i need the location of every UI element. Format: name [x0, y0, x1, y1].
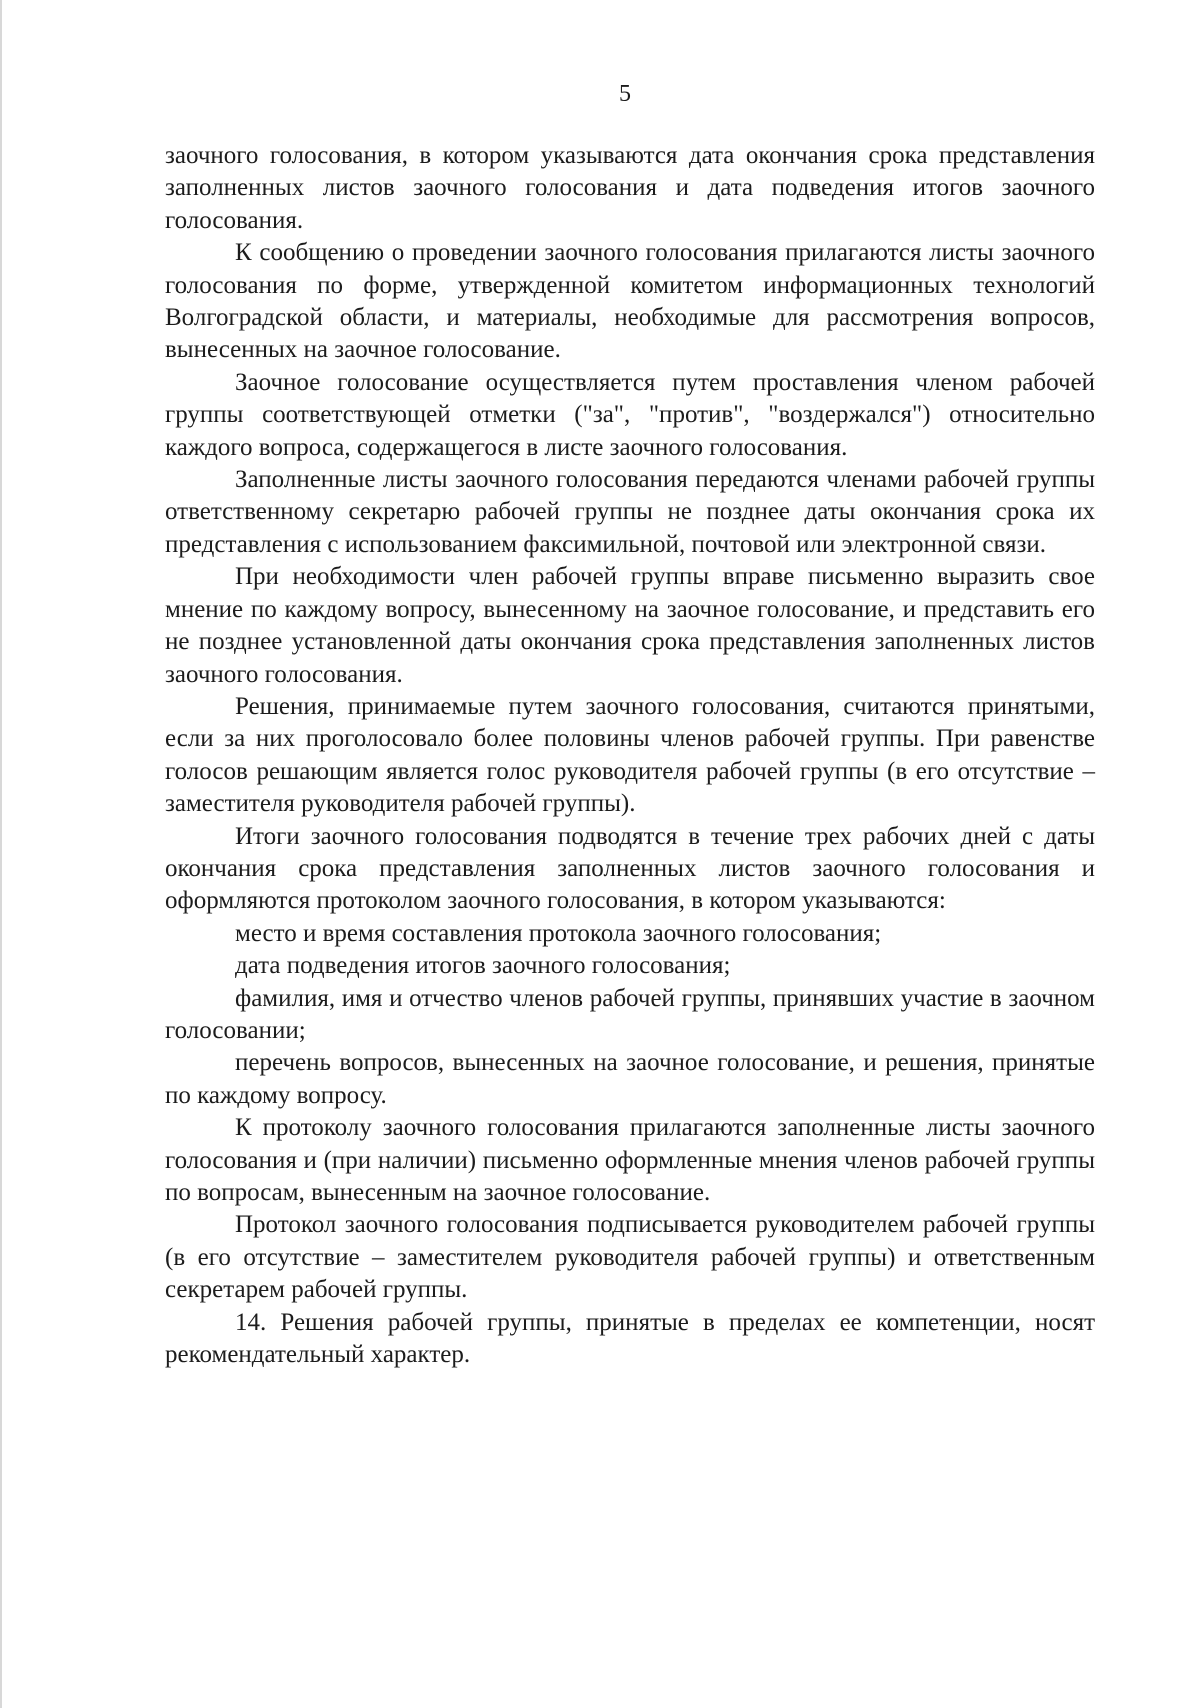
paragraph-voting-sheets: К сообщению о проведении заочного голосования прилагаются листы заочного голосования по форме, утвержденной комитетом информационных технологий Волгоградской области, и материалы, необходимые для рассмотрения вопросов, вынесенных на заочное голосование. — [165, 239, 1095, 364]
list-item: перечень вопросов, вынесенных на заочное голосование, и решения, принятые по каждому вопросу. — [165, 1049, 1095, 1109]
page-number: 5 — [619, 81, 631, 107]
paragraph-voting-results: Итоги заочного голосования подводятся в течение трех рабочих дней с даты окончания срока представления заполненных листов заочного голосования и оформляются протоколом заочного голосования, в котором указываются: — [165, 822, 1095, 915]
list-item: место и время составления протокола заочного голосования; — [235, 919, 882, 947]
paragraph-continuation: заочного голосования, в котором указываются дата окончания срока представления заполненных листов заочного голосования и дата подведения итогов заочного голосования. — [165, 142, 1095, 234]
list-item: дата подведения итогов заочного голосования; — [235, 952, 731, 980]
paragraph-sheet-submission: Заполненные листы заочного голосования передаются членами рабочей группы ответственному секретарю рабочей группы не позднее даты окончания срока их представления с использованием факсимильной, почтовой или электронной связи. — [165, 466, 1095, 558]
paragraph-protocol-attachments: К протоколу заочного голосования прилагаются заполненные листы заочного голосования и (при наличии) письменно оформленные мнения членов рабочей группы по вопросам, вынесенным на заочное голосование. — [165, 1114, 1095, 1206]
scan-edge — [0, 0, 2, 1708]
paragraph-protocol-signing: Протокол заочного голосования подписывается руководителем рабочей группы (в его отсутствие – заместителем руководителя рабочей группы) и ответственным секретарем рабочей группы. — [165, 1211, 1095, 1304]
list-item: фамилия, имя и отчество членов рабочей группы, принявших участие в заочном голосовании; — [165, 984, 1095, 1044]
document-body — [165, 140, 1095, 1371]
paragraph-item-14: 14. Решения рабочей группы, принятые в пределах ее компетенции, носят рекомендательный характер. — [165, 1308, 1095, 1369]
paragraph-voting-procedure: Заочное голосование осуществляется путем проставления членом рабочей группы соответствующей отметки ("за", "против", "воздержался") относительно каждого вопроса, содержащегося в листе заочного голосования. — [165, 368, 1095, 461]
paragraph-decision-rules: Решения, принимаемые путем заочного голосования, считаются принятыми, если за них проголосовало более половины членов рабочей группы. При равенстве голосов решающим является голос руководителя рабочей группы (в его отсутствие – заместителя руководителя рабочей группы). — [165, 692, 1095, 818]
paragraph-written-opinion: При необходимости член рабочей группы вправе письменно выразить свое мнение по каждому вопросу, вынесенному на заочное голосование, и представить его не позднее установленной даты окончания срока представления заполненных листов заочного голосования. — [165, 563, 1095, 688]
